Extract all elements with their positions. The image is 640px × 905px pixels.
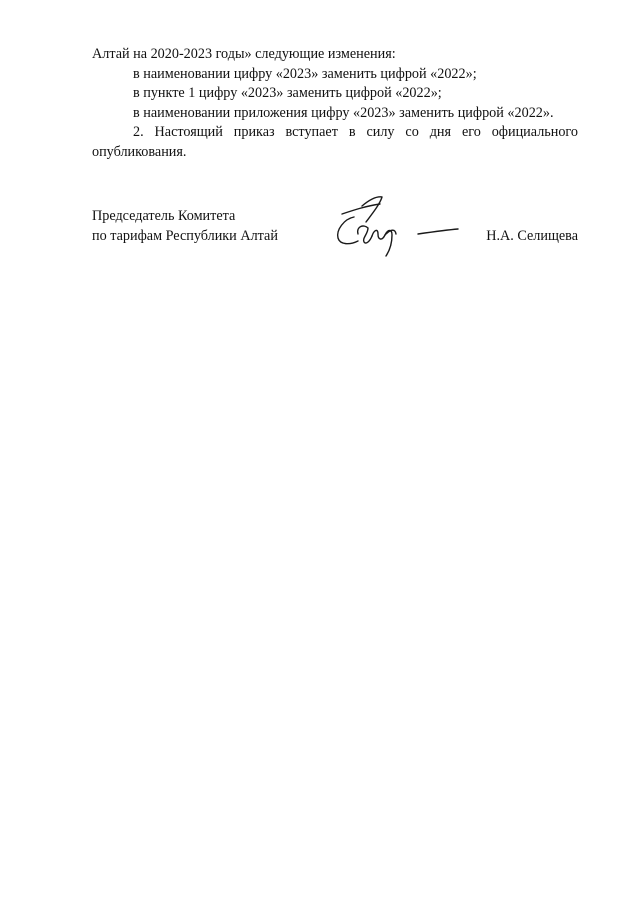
handwritten-signature: [332, 192, 462, 262]
signer-position-line-1: Председатель Комитета: [92, 208, 236, 224]
amendment-item-title: в наименовании цифру «2023» заменить цифрой «2022»;: [133, 65, 477, 82]
amendment-item-point-1: в пункте 1 цифру «2023» заменить цифрой «2022»;: [133, 85, 442, 101]
effective-date-clause: 2. Настоящий приказ вступает в силу со дня его официального: [133, 124, 578, 140]
effective-date-clause-end: опубликования.: [92, 143, 187, 160]
amendment-item-appendix: в наименовании приложения цифру «2023» заменить цифрой «2022».: [133, 104, 554, 121]
signer-position: [92, 207, 278, 246]
signer-position-line-2: по тарифам Республики Алтай: [92, 227, 278, 244]
order-body-text: [92, 45, 578, 162]
signer-name: Н.А. Селищева: [486, 227, 578, 244]
signature-block: [92, 207, 578, 267]
paragraph-continuation: Алтай на 2020-2023 годы» следующие изменения:: [92, 46, 396, 62]
